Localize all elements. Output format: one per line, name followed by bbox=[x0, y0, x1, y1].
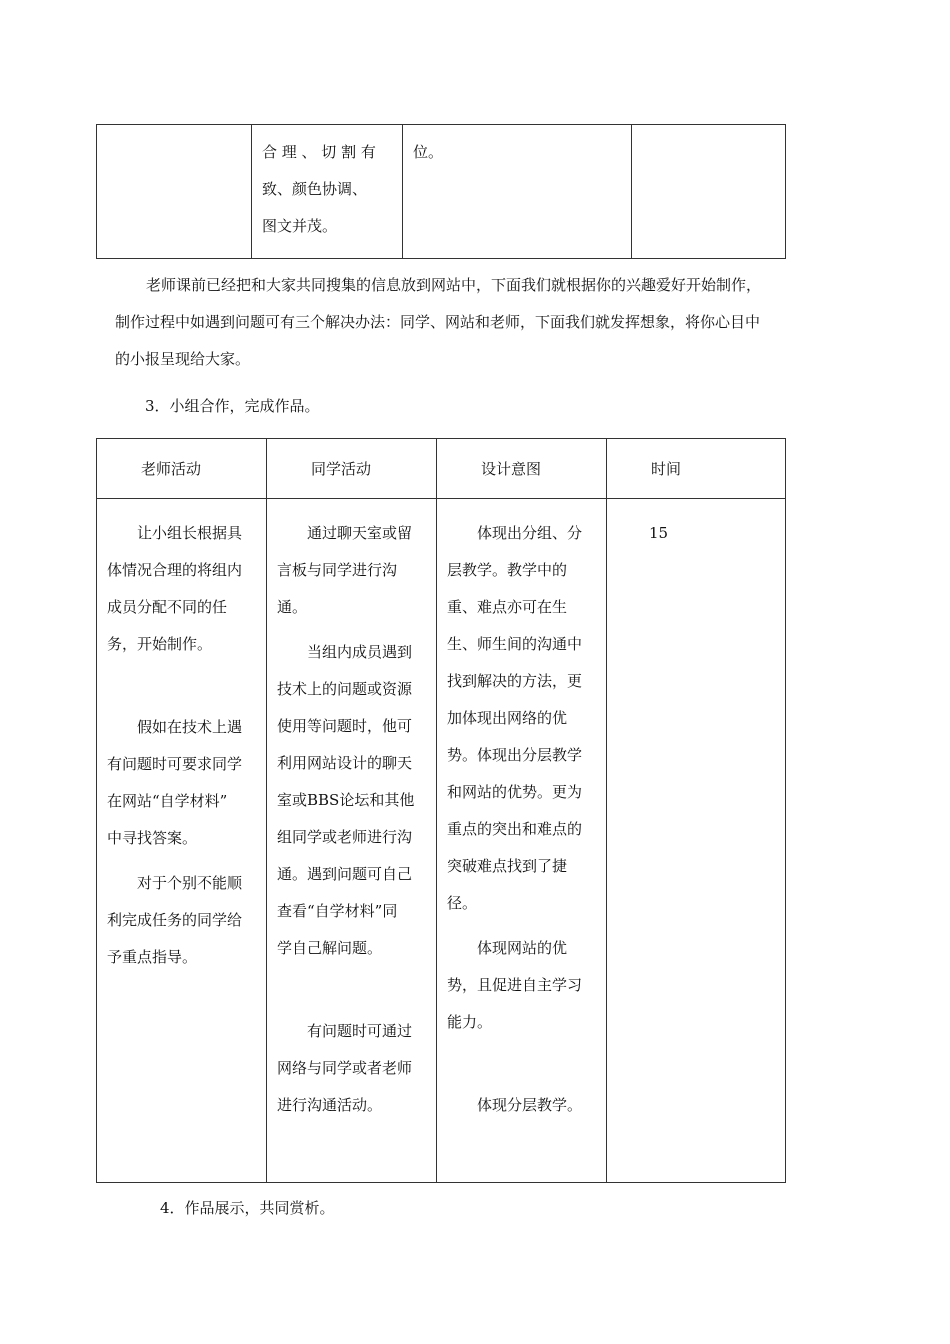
table1-line: 合 理 、 切 割 有 bbox=[262, 143, 376, 161]
header-label: 老师活动 bbox=[141, 459, 202, 478]
header-student-activity bbox=[267, 439, 437, 499]
text-line: 假如在技术上遇 bbox=[137, 718, 243, 736]
text-line: 势，且促进自主学习 bbox=[447, 976, 583, 994]
table1-empty-cell bbox=[632, 125, 786, 259]
table1-line: 图文并茂。 bbox=[262, 217, 338, 235]
text-line: 势。体现出分层教学 bbox=[447, 746, 583, 764]
text-line: 对于个别不能顺 bbox=[137, 874, 243, 892]
text-line: 通。遇到问题可自己 bbox=[277, 865, 413, 883]
intro-line: 老师课前已经把和大家共同搜集的信息放到网站中，下面我们就根据你的兴趣爱好开始制作， bbox=[146, 276, 762, 294]
text-line: 有问题时可要求同学 bbox=[107, 755, 243, 773]
header-design-intent bbox=[437, 439, 607, 499]
text-line: 利用网站设计的聊天 bbox=[277, 754, 413, 772]
header-label: 时间 bbox=[651, 459, 682, 478]
text-line: 层教学。教学中的 bbox=[447, 561, 568, 579]
text-line: 室或BBS论坛和其他 bbox=[277, 791, 415, 809]
intro-line: 的小报呈现给大家。 bbox=[115, 350, 251, 368]
text-line: 通过聊天室或留 bbox=[307, 524, 413, 542]
text-line: 组同学或老师进行沟 bbox=[277, 828, 413, 846]
text-line: 让小组长根据具 bbox=[137, 524, 243, 542]
text-line: 体现分层教学。 bbox=[477, 1096, 583, 1114]
text-line: 加体现出网络的优 bbox=[447, 709, 568, 727]
header-teacher-activity bbox=[97, 439, 267, 499]
text-line: 重、难点亦可在生 bbox=[447, 598, 568, 616]
text-line: 通。 bbox=[277, 598, 308, 616]
text-line: 查看“自学材料”同 bbox=[277, 902, 398, 920]
table1-empty-cell bbox=[97, 125, 252, 259]
section-3-heading: 3．小组合作，完成作品。 bbox=[145, 397, 320, 415]
text-line: 找到解决的方法，更 bbox=[447, 672, 583, 690]
text-line: 能力。 bbox=[447, 1013, 493, 1031]
header-time bbox=[607, 439, 786, 499]
time-cell bbox=[607, 499, 786, 1183]
text-line: 体情况合理的将组内 bbox=[107, 561, 243, 579]
table1-cell-purpose bbox=[403, 125, 632, 259]
text-line: 重点的突出和难点的 bbox=[447, 820, 583, 838]
activity-table bbox=[96, 438, 786, 1183]
text-line: 进行沟通活动。 bbox=[277, 1096, 383, 1114]
text-line: 技术上的问题或资源 bbox=[277, 680, 413, 698]
text-line: 生、师生间的沟通中 bbox=[447, 635, 583, 653]
teacher-activity-cell bbox=[97, 499, 267, 1183]
text-line: 予重点指导。 bbox=[107, 948, 198, 966]
table1-cell-content bbox=[252, 125, 403, 259]
text-line: 在网站“自学材料” bbox=[107, 792, 228, 810]
text-line: 使用等问题时，他可 bbox=[277, 717, 413, 735]
text-line: 务，开始制作。 bbox=[107, 635, 213, 653]
text-line: 网络与同学或者老师 bbox=[277, 1059, 413, 1077]
header-label: 设计意图 bbox=[481, 459, 542, 478]
intro-paragraph bbox=[115, 267, 835, 378]
text-line: 径。 bbox=[447, 894, 478, 912]
text-line: 突破难点找到了捷 bbox=[447, 857, 568, 875]
text-line: 体现出分组、分 bbox=[477, 524, 583, 542]
text-line: 当组内成员遇到 bbox=[307, 643, 413, 661]
text-line: 有问题时可通过 bbox=[307, 1022, 413, 1040]
text-line: 利完成任务的同学给 bbox=[107, 911, 243, 929]
design-intent-cell bbox=[437, 499, 607, 1183]
text-line: 和网站的优势。更为 bbox=[447, 783, 583, 801]
student-activity-cell bbox=[267, 499, 437, 1183]
continuation-table bbox=[96, 124, 786, 259]
text-line: 言板与同学进行沟 bbox=[277, 561, 398, 579]
header-label: 同学活动 bbox=[311, 459, 372, 478]
table1-line: 致、颜色协调、 bbox=[262, 180, 368, 198]
text-line: 成员分配不同的任 bbox=[107, 598, 228, 616]
text-line: 中寻找答案。 bbox=[107, 829, 198, 847]
time-value: 15 bbox=[649, 524, 669, 542]
text-line: 体现网站的优 bbox=[477, 939, 568, 957]
intro-line: 制作过程中如遇到问题可有三个解决办法：同学、网站和老师，下面我们就发挥想象，将你心目中 bbox=[115, 313, 761, 331]
text-line: 学自己解问题。 bbox=[277, 939, 383, 957]
table1-line: 位。 bbox=[413, 143, 444, 161]
section-4-heading: 4．作品展示，共同赏析。 bbox=[160, 1199, 335, 1217]
